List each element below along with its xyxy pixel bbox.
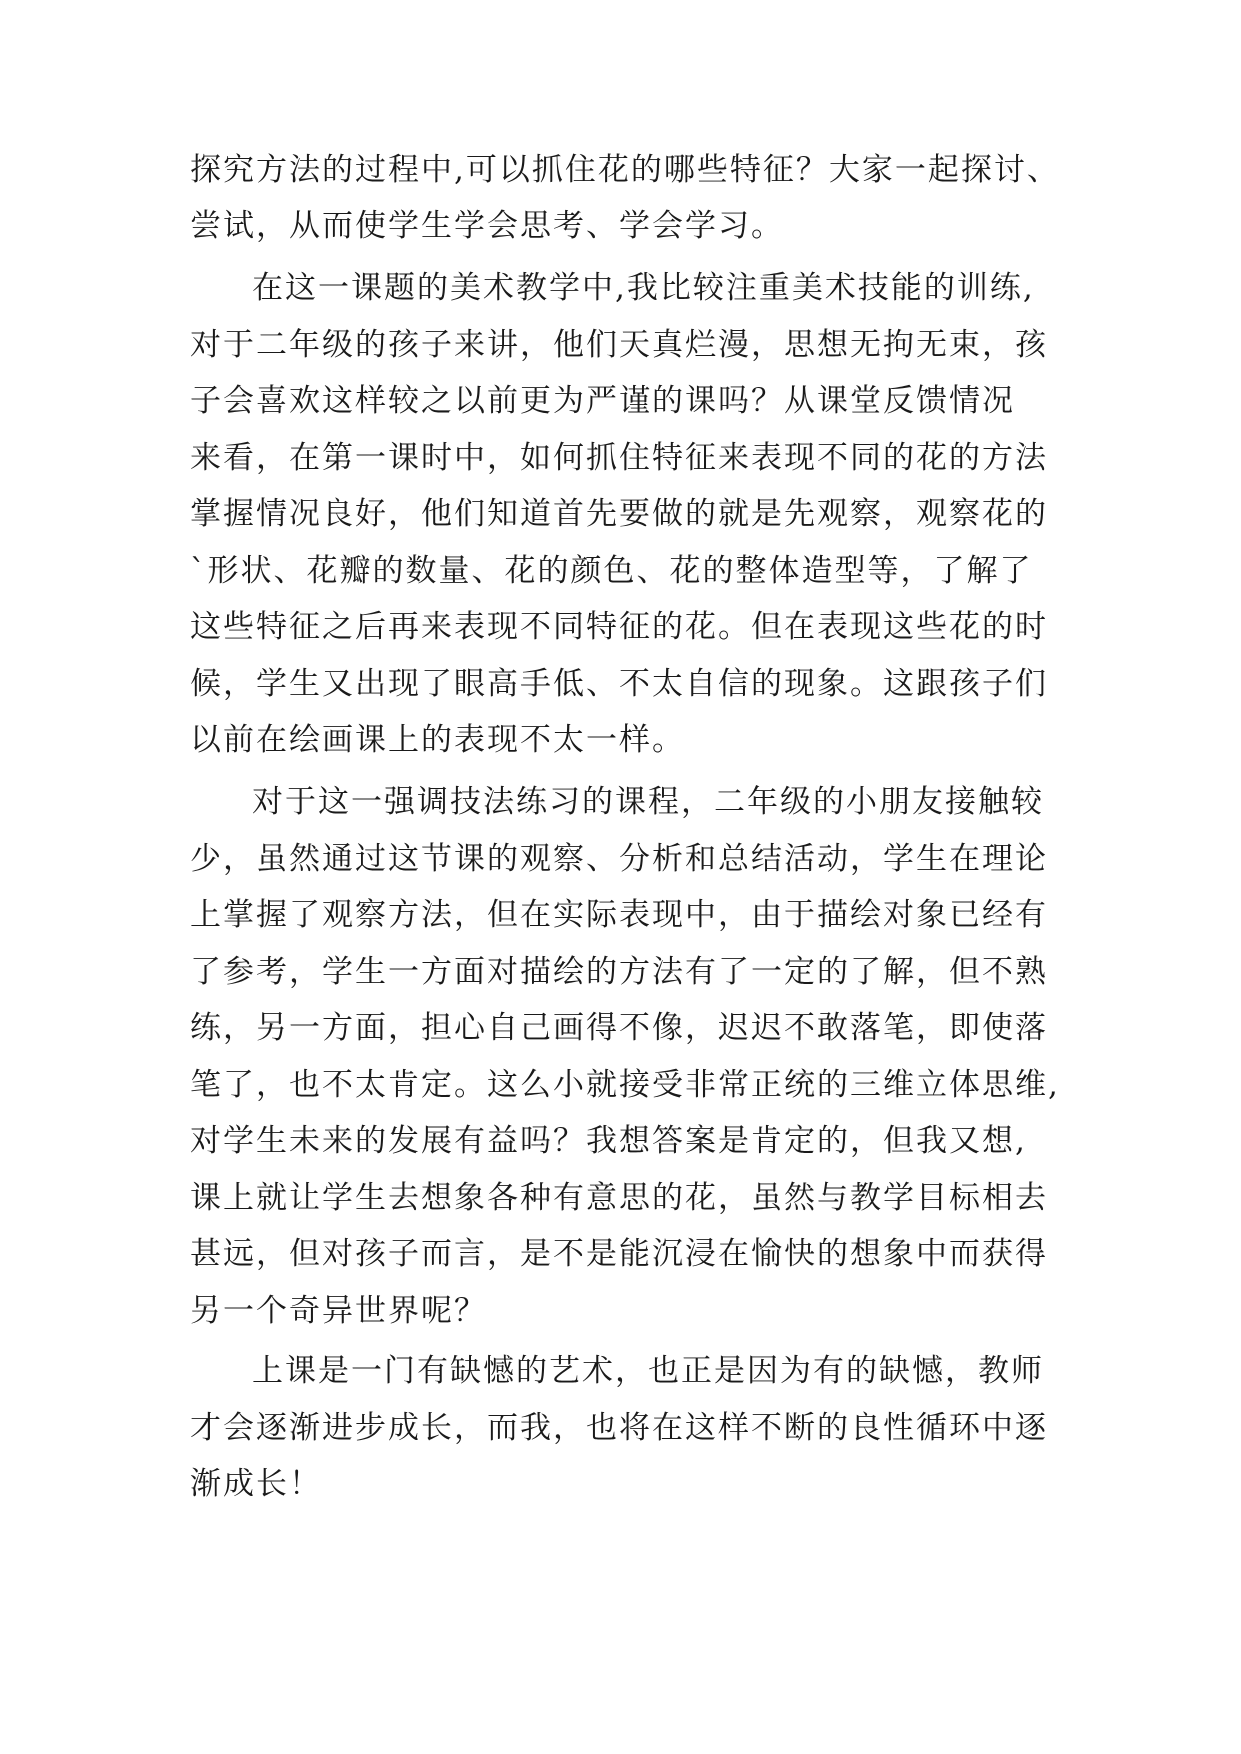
text-line: `形状、花瓣的数量、花的颜色、花的整体造型等，了解了 bbox=[190, 553, 1033, 589]
text-line: 来看，在第一课时中，如何抓住特征来表现不同的花的方法 bbox=[190, 440, 1048, 476]
text-line: 子会喜欢这样较之以前更为严谨的课吗？从课堂反馈情况 bbox=[190, 383, 1015, 419]
paragraph-first-line: 上课是一门有缺憾的艺术，也正是因为有的缺憾，教师 bbox=[252, 1353, 1044, 1389]
text-line: 了参考，学生一方面对描绘的方法有了一定的了解，但不熟 bbox=[190, 954, 1048, 990]
text-line: 上掌握了观察方法，但在实际表现中，由于描绘对象已经有 bbox=[190, 897, 1048, 933]
text-line: 笔了，也不太肯定。这么小就接受非常正统的三维立体思维, bbox=[190, 1067, 1060, 1103]
text-line: 另一个奇异世界呢？ bbox=[190, 1293, 487, 1329]
text-line: 才会逐渐进步成长，而我，也将在这样不断的良性循环中逐 bbox=[190, 1410, 1048, 1446]
text-line: 候，学生又出现了眼高手低、不太自信的现象。这跟孩子们 bbox=[190, 666, 1048, 702]
text-line: 尝试，从而使学生学会思考、学会学习。 bbox=[190, 208, 784, 244]
text-line: 练，另一方面，担心自己画得不像，迟迟不敢落笔，即使落 bbox=[190, 1010, 1048, 1046]
text-line: 对于二年级的孩子来讲，他们天真烂漫，思想无拘无束，孩 bbox=[190, 327, 1048, 363]
text-line: 甚远，但对孩子而言，是不是能沉浸在愉快的想象中而获得 bbox=[190, 1236, 1048, 1272]
text-line: 以前在绘画课上的表现不太一样。 bbox=[190, 722, 685, 758]
text-line: 对学生未来的发展有益吗？我想答案是肯定的，但我又想, bbox=[190, 1123, 1027, 1159]
paragraph-first-line: 对于这一强调技法练习的课程，二年级的小朋友接触较 bbox=[252, 784, 1044, 820]
text-line: 少，虽然通过这节课的观察、分析和总结活动，学生在理论 bbox=[190, 841, 1048, 877]
text-line: 这些特征之后再来表现不同特征的花。但在表现这些花的时 bbox=[190, 609, 1048, 645]
text-line: 探究方法的过程中,可以抓住花的哪些特征？大家一起探讨、 bbox=[190, 152, 1060, 188]
text-line: 课上就让学生去想象各种有意思的花，虽然与教学目标相去 bbox=[190, 1180, 1048, 1216]
paragraph-first-line: 在这一课题的美术教学中,我比较注重美术技能的训练, bbox=[252, 270, 1035, 306]
text-line: 掌握情况良好，他们知道首先要做的就是先观察，观察花的 bbox=[190, 496, 1048, 532]
text-line: 渐成长！ bbox=[190, 1466, 322, 1502]
